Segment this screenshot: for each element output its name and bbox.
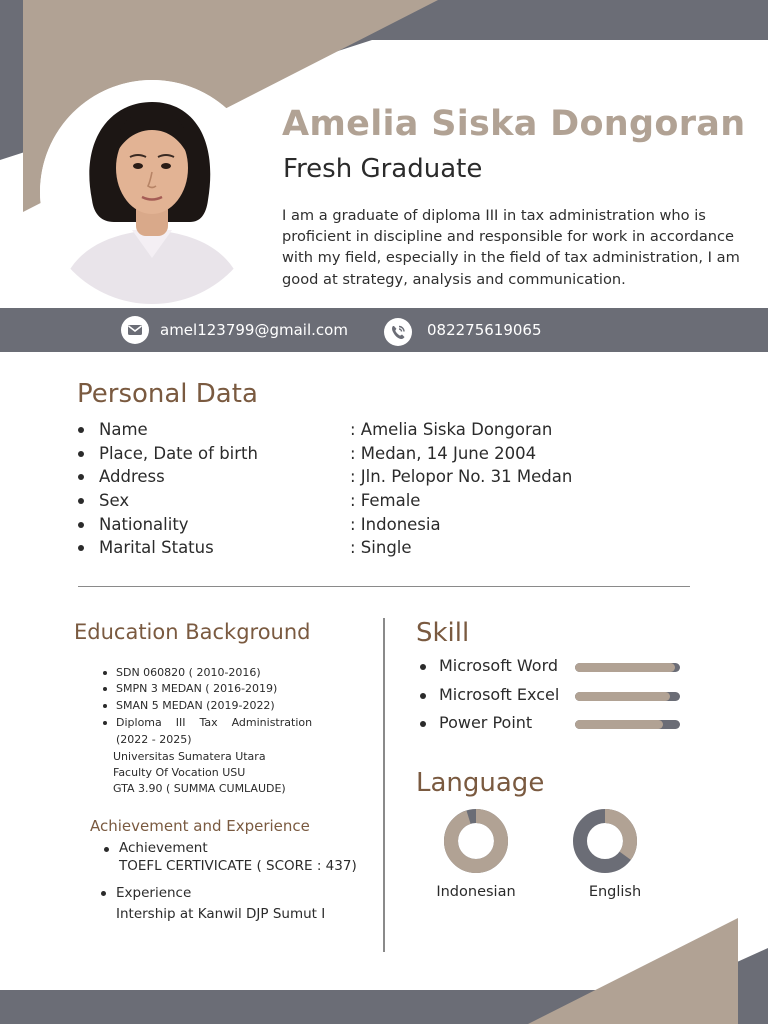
bullet: [103, 671, 107, 675]
bullet: [420, 664, 426, 670]
personal-data-row: [78, 467, 698, 491]
experience-value: Intership at Kanwil DJP Sumut I: [116, 906, 326, 922]
education-detail: Universitas Sumatera Utara: [113, 750, 266, 763]
personal-data-row: [78, 515, 698, 539]
bullet: [103, 704, 107, 708]
language-title: Language: [416, 768, 545, 798]
achievement-label: Achievement: [119, 840, 208, 856]
profile-photo: [40, 80, 264, 304]
personal-data-label: Marital Status: [99, 538, 214, 558]
personal-data-title: Personal Data: [77, 379, 258, 409]
skill-level-fill: [575, 663, 675, 672]
bullet: [78, 451, 84, 457]
bullet: [78, 474, 84, 480]
skill-item: [420, 685, 690, 714]
education-item-text: Diploma III Tax Administration: [116, 716, 313, 730]
personal-data-value: : Indonesia: [350, 514, 441, 534]
education-item-text: SDN 060820 ( 2010-2016): [116, 666, 261, 679]
phone-number[interactable]: 082275619065: [427, 321, 542, 339]
education-item: [102, 732, 322, 748]
skill-label: Microsoft Word: [439, 656, 559, 675]
education-item: [102, 681, 322, 697]
experience-label: Experience: [116, 885, 192, 901]
personal-data-label: Sex: [99, 491, 130, 511]
email-address[interactable]: amel123799@gmail.com: [160, 321, 348, 339]
skill-label: Power Point: [439, 713, 533, 732]
education-item-text: (2022 - 2025): [116, 732, 192, 746]
language-label: English: [588, 884, 642, 900]
bullet: [103, 687, 107, 691]
education-list: [102, 665, 322, 748]
education-item: [102, 665, 322, 681]
profile-summary: I am a graduate of diploma III in tax administration who is proficient in discipline and responsible for work in accordance with my field, especially in the field of tax administration, I am good at strategy, analysis and communication.: [282, 207, 740, 288]
bullet: [78, 522, 84, 528]
bullet: [101, 891, 106, 896]
personal-data-value: : Medan, 14 June 2004: [350, 443, 537, 463]
mail-icon: [121, 316, 149, 344]
skill-level-bar: [575, 720, 680, 729]
bullet: [104, 847, 109, 852]
education-item: [102, 715, 322, 731]
personal-data-row: [78, 420, 698, 444]
education-detail: GTA 3.90 ( SUMMA CUMLAUDE): [113, 782, 286, 795]
skill-level-bar: [575, 663, 680, 672]
bullet: [78, 427, 84, 433]
section-divider: [78, 586, 690, 587]
personal-data-label: Name: [99, 420, 148, 439]
education-detail: Faculty Of Vocation USU: [113, 766, 246, 779]
language-label: Indonesian: [436, 884, 516, 900]
education-title: Education Background: [74, 620, 311, 644]
achievement-value: TOEFL CERTIVICATE ( SCORE : 437): [119, 858, 357, 874]
skill-title: Skill: [416, 618, 470, 648]
candidate-name: Amelia Siska Dongoran: [282, 104, 746, 144]
skill-level-fill: [575, 692, 670, 701]
contact-bar: [0, 308, 768, 352]
skill-list: [420, 656, 690, 742]
personal-data-value: : Jln. Pelopor No. 31 Medan: [350, 467, 573, 487]
education-item-text: SMPN 3 MEDAN ( 2016-2019): [116, 682, 278, 696]
candidate-role: Fresh Graduate: [283, 154, 483, 184]
bullet: [103, 721, 107, 725]
column-divider: [383, 618, 385, 952]
personal-data-list: [78, 420, 698, 562]
personal-data-value: : Female: [350, 491, 421, 511]
skill-label: Microsoft Excel: [439, 684, 560, 704]
skill-level-bar: [575, 692, 680, 701]
personal-data-row: [78, 538, 698, 562]
language-donut-fill: [451, 816, 501, 866]
phone-icon: [384, 318, 412, 346]
bullet: [78, 545, 84, 551]
personal-data-value: : Amelia Siska Dongoran: [350, 420, 553, 439]
bullet: [78, 498, 84, 504]
bullet: [420, 721, 426, 727]
personal-data-row: [78, 444, 698, 468]
education-item-text: SMAN 5 MEDAN (2019-2022): [116, 698, 275, 712]
personal-data-row: [78, 491, 698, 515]
skill-item: [420, 713, 690, 742]
achievement-title: Achievement and Experience: [90, 817, 310, 835]
skill-level-fill: [575, 720, 663, 729]
personal-data-label: Place, Date of birth: [99, 443, 258, 463]
skill-item: [420, 656, 690, 685]
personal-data-label: Address: [99, 467, 165, 487]
personal-data-label: Nationality: [99, 514, 189, 534]
language-donuts: [430, 800, 680, 880]
bullet: [420, 693, 426, 699]
education-item: [102, 698, 322, 714]
personal-data-value: : Single: [350, 538, 412, 558]
